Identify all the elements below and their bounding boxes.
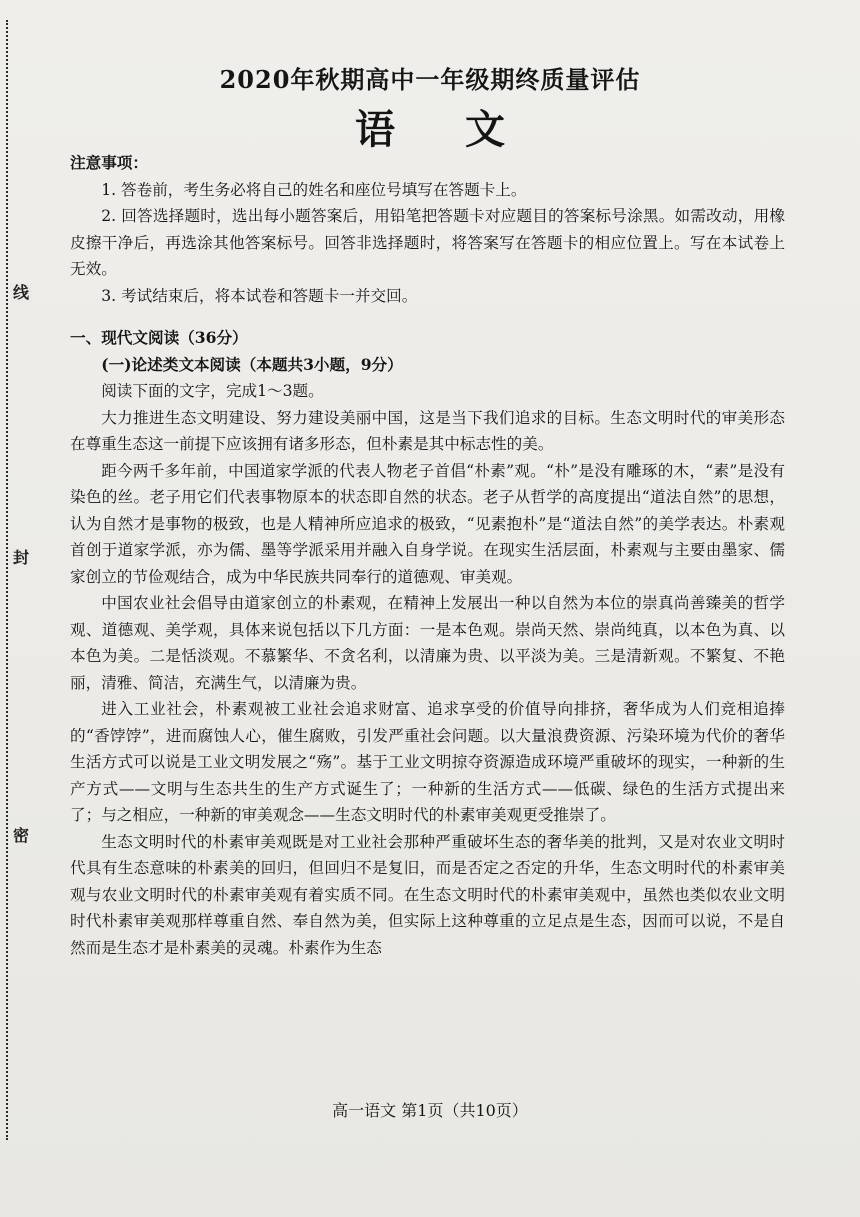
reading-instruction: 阅读下面的文字，完成1～3题。 xyxy=(101,382,324,400)
binding-mark-bottom: 密 xyxy=(10,826,32,846)
spacer xyxy=(70,309,785,325)
notice-item-2: 2. 回答选择题时，选出每小题答案后，用铅笔把答题卡对应题目的答案标号涂黑。如需改动，用橡皮擦干净后，再选涂其他答案标号。回答非选择题时，将答案写在答题卡的相应位置上。写在本试卷上无效。 xyxy=(70,207,785,278)
notice-item-3: 3. 考试结束后，将本试卷和答题卡一并交回。 xyxy=(101,286,418,305)
passage-paragraph-4: 进入工业社会，朴素观被工业社会追求财富、追求享受的价值导向排挤，奢华成为人们竞相追捧的“香饽饽”，进而腐蚀人心，催生腐败，引发严重社会问题。以大量浪费资源、污染环境为代价的奢华生活方式可以说是工业文明发展之“殇”。基于工业文明掠夺资源造成环境严重破坏的现实，一种新的生产方式——文明与生态共生的生产方式诞生了；一种新的生活方式——低碳、绿色的生活方式提出来了；与之相应，一种新的审美观念——生态文明时代的朴素审美观更受推崇了。 xyxy=(70,700,785,824)
passage-paragraph-2: 距今两千多年前，中国道家学派的代表人物老子首倡“朴素”观。“朴”是没有雕琢的木，“素”是没有染色的丝。老子用它们代表事物原本的状态即自然的状态。老子从哲学的高度提出“道法自然”的思想，认为自然才是事物的极致，也是人精神所应追求的极致，“见素抱朴”是“道法自然”的美学表达。朴素观首创于道家学派，亦为儒、墨等学派采用并融入自身学说。在现实生活层面，朴素观与主要由墨家、儒家创立的节俭观结合，成为中华民族共同奉行的道德观、审美观。 xyxy=(70,461,785,586)
section-heading: 一、现代文阅读（36分） xyxy=(70,328,248,347)
exam-title: 2020年秋期高中一年级期终质量评估 xyxy=(219,65,641,94)
page-footer: 高一语文 第1页（共10页） xyxy=(332,1101,528,1120)
subject-title: 语文 xyxy=(355,106,575,153)
binding-mark-middle: 封 xyxy=(10,548,32,568)
binding-mark-top: 线 xyxy=(10,283,32,303)
subsection-heading: (一)论述类文本阅读（本题共3小题，9分） xyxy=(101,354,403,374)
exam-content xyxy=(70,150,785,961)
notice-heading: 注意事项： xyxy=(70,153,148,172)
passage-paragraph-5: 生态文明时代的朴素审美观既是对工业社会那种严重破坏生态的奢华美的批判，又是对农业文明时代具有生态意味的朴素美的回归，但回归不是复旧，而是否定之否定的升华，生态文明时代的朴素审美观与农业文明时代的朴素审美观有着实质不同。在生态文明时代的朴素审美观中，虽然也类似农业文明时代朴素审美观那样尊重自然、奉自然为美，但实际上这种尊重的立足点是生态，因而可以说，不是自然而是生态才是朴素美的灵魂。朴素作为生态 xyxy=(70,832,785,957)
binding-dotted-line xyxy=(6,20,8,1140)
passage-paragraph-3: 中国农业社会倡导由道家创立的朴素观，在精神上发展出一种以自然为本位的崇真尚善臻美的哲学观、道德观、美学观，具体来说包括以下几方面：一是本色观。崇尚天然、崇尚纯真，以本色为真、以本色为美。二是恬淡观。不慕繁华、不贪名利，以清廉为贵、以平淡为美。三是清新观。不繁复、不艳丽，清雅、简洁，充满生气，以清廉为贵。 xyxy=(70,594,785,692)
passage-paragraph-1: 大力推进生态文明建设、努力建设美丽中国，这是当下我们追求的目标。生态文明时代的审美形态在尊重生态这一前提下应该拥有诸多形态，但朴素是其中标志性的美。 xyxy=(70,408,785,453)
notice-item-1: 1. 答卷前，考生务必将自己的姓名和座位号填写在答题卡上。 xyxy=(101,180,527,199)
